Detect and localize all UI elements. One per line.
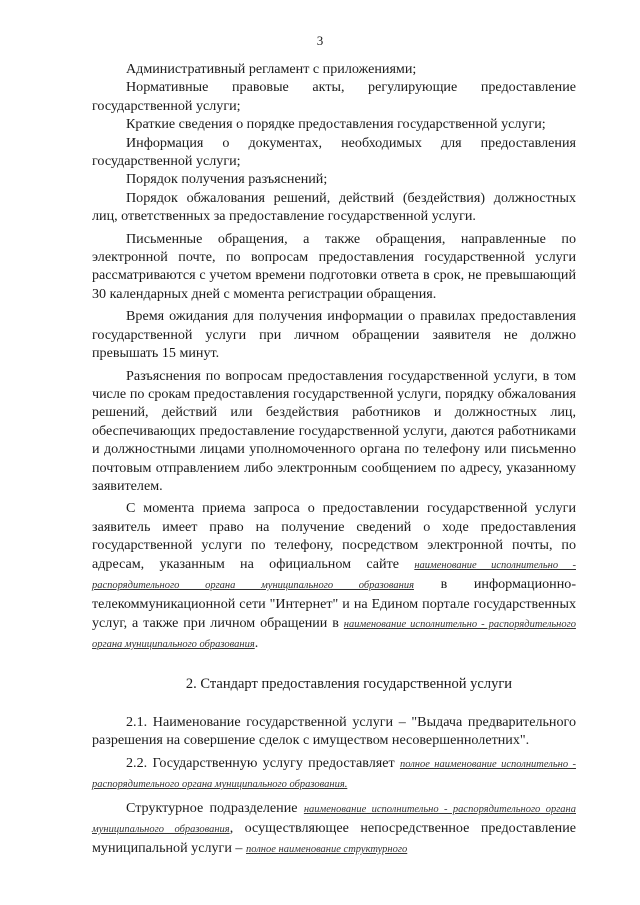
- list-line: Порядок обжалования решений, действий (бездействия) должностных лиц, ответственных за предоставление государственной услуги.: [92, 189, 576, 225]
- text-fragment: .: [254, 635, 259, 652]
- clause-2-1: 2.1. Наименование государственной услуги – "Выдача предварительного разрешения на совершение сделок с имуществом несовершеннолетних".: [92, 714, 576, 749]
- placeholder-field: полное наименование исполнительно - распорядительного органа муниципального образования.: [92, 758, 576, 791]
- placeholder-field: полное наименование структурного: [245, 844, 408, 856]
- list-line: Краткие сведения о порядке предоставления государственной услуги;: [126, 116, 546, 133]
- placeholder-field: наименование исполнительно - распорядительного органа муниципального образования: [92, 559, 576, 591]
- document-body: [92, 60, 576, 860]
- paragraph-progress-info: [92, 499, 576, 654]
- text-fragment: , осуществляющее непосредственное предоставление муниципальной услуги –: [92, 820, 576, 857]
- placeholder-field: наименование исполнительно - распорядительного органа муниципального образования: [92, 618, 576, 651]
- clause-2-2: [92, 754, 576, 795]
- list-line: Административный регламент с приложениями;: [126, 61, 417, 77]
- paragraph-explanations: Разъяснения по вопросам предоставления государственной услуги, в том числе по срокам предоставления государственной услуги, порядку обжалования решений, действий или бездействия работников и должностных лиц, обеспечивающих предоставление государственной услуги, даются работниками и должностными лицами уполномоченного органа по телефону или письменно почтовым отправлением либо электронным сообщением по адресу, указанному заявителем.: [92, 367, 576, 494]
- text-fragment: С момента приема запроса о предоставлении государственной услуги заявитель имеет право на получение сведений о ходе предоставления государственной услуги по телефону, посредством электронной почты, по адресам, указанным на официальном сайте: [92, 500, 576, 572]
- placeholder-field: наименование исполнительно - распорядительного органа муниципального образования: [92, 803, 576, 836]
- paragraph-waiting-time: Время ожидания для получения информации о правилах предоставления государственной услуги при личном обращении заявителя не должно превышать 15 минут.: [92, 308, 576, 362]
- text-fragment: Структурное подразделение: [126, 799, 298, 816]
- list-line: Информация о документах, необходимых для предоставления государственной услуги;: [92, 134, 576, 170]
- page-number: 3: [316, 33, 324, 48]
- section-title: 2. Стандарт предоставления государственной услуги: [185, 675, 513, 692]
- list-line: Порядок получения разъяснений;: [126, 171, 328, 188]
- paragraph-written-requests: Письменные обращения, а также обращения, направленные по электронной почте, по вопросам предоставления государственной услуги рассматриваются с учетом времени подготовки ответа в срок, не превышающий 30 календарных дней с момента регистрации обращения.: [92, 230, 576, 302]
- clause-structural-unit: [92, 799, 576, 860]
- text-fragment: в информационно-телекоммуникационной сети "Интернет" и на Едином портале государственных услуг, а также при личном обращении в: [92, 575, 577, 631]
- text-fragment: 2.2. Государственную услугу предоставляет: [126, 754, 395, 771]
- list-line: Нормативные правовые акты, регулирующие предоставление государственной услуги;: [92, 79, 576, 114]
